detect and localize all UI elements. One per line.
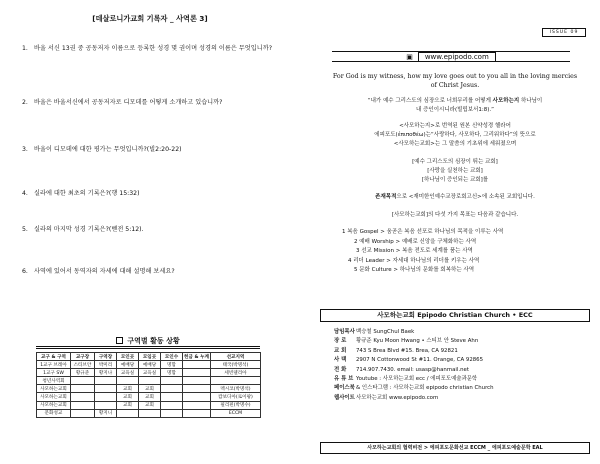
table-cell — [71, 385, 95, 393]
goal-item: 2 예배 Worship > 예배로 신앙을 구체화하는 사역 — [354, 238, 477, 245]
table-cell — [95, 377, 117, 385]
table-cell: 박미리 — [95, 361, 117, 369]
table-cell — [95, 385, 117, 393]
table-header: 모인곳 — [117, 353, 139, 361]
table-cell: 멕시코(박명석) — [211, 385, 261, 393]
question-2: 2. 바울은 바울서신에서 공동저자로 디모데를 어떻게 소개하고 있습니까? — [22, 99, 223, 106]
info-row: 교 회 743 S Brea Blvd #15. Brea, CA 92821 — [334, 347, 458, 354]
square-icon: ▣ — [406, 52, 413, 61]
table-cell — [161, 385, 183, 393]
table-header-row — [37, 353, 261, 361]
goal-item: 3 선교 Mission > 복음 전도로 세계를 품는 사역 — [356, 248, 473, 254]
table-cell: 태국(박명석) — [211, 361, 261, 369]
table-header: 헌금 & 누계 — [183, 353, 211, 361]
page-title: [데살로니가교회 기록자 _ 사역론 3] — [92, 14, 208, 23]
epipodo-explanation: <사모하는지>로 번역된 원본 신약성경 헬라어 에피포도(ἐπιποθέω)는“사랑하다, 사모하다, 그리워하다”의 뜻으로 <사모하는교회>는 그 말씀의 기초위에 세워졌으며 — [374, 123, 536, 147]
table-header: 모임곳 — [139, 353, 161, 361]
question-6: 6. 사역에 있어서 동역자의 자세에 대해 설명해 보세요? — [22, 268, 175, 275]
table-cell: 청년사역회 — [37, 377, 71, 385]
question-3: 3. 바울이 디모데에 대한 평가는 무엇입니까?(빌2:20-22) — [22, 146, 182, 153]
table-row — [37, 401, 261, 409]
table-row — [37, 361, 261, 369]
question-4: 4. 실라에 대한 최초의 기록은?(행 15:32) — [22, 190, 140, 197]
email-link[interactable]: 714.907.7430. email: usasp@hanmail.net — [356, 366, 469, 373]
table-cell — [117, 377, 139, 385]
goal-item: 1 복음 Gospel > 움곧은 복음 선포로 하나님의 목적을 이루는 사역 — [342, 229, 504, 235]
table-cell — [161, 409, 183, 417]
church-purpose: 존재목적으로 <재미한인예수교장로회고신>에 소속된 교회입니다. — [375, 194, 535, 200]
five-goals-intro: [사모하는교회]의 다섯 가지 목표는 다음과 같습니다. — [391, 212, 519, 218]
table-row — [37, 369, 261, 377]
table-cell: 명함 — [161, 369, 183, 377]
info-row: 유 튜 브 Youtube : 사모하는교회 ecc / 에피포도예술과문학 — [334, 376, 478, 383]
table-cell — [95, 401, 117, 409]
table-cell — [139, 409, 161, 417]
table-header: 교구 & 구역 — [37, 353, 71, 361]
info-row: 장 로 황규준 Kyu Moon Hwang • 스티브 안 Steve Ahn — [334, 338, 479, 345]
table-cell — [117, 409, 139, 417]
group-activity-table — [36, 352, 261, 418]
table-cell: 황규준 — [71, 369, 95, 377]
table-cell — [183, 385, 211, 393]
table-row — [37, 377, 261, 385]
divider — [36, 346, 260, 349]
table-cell — [211, 377, 261, 385]
bible-verse-korean: “내가 예수 그리스도의 심장으로 너희무리를 어떻게 사모하는지 하나님이 내 증인이시니라(빌립보서1:8).” — [367, 98, 543, 113]
table-cell: ECCM — [211, 409, 261, 417]
info-row: 페이스북 & 인스타그램 : 사모하는교회 epipodo christian Church — [334, 385, 494, 392]
website-link[interactable]: www.epipodo.com — [418, 52, 496, 62]
table-cell: 명함 — [161, 361, 183, 369]
question-1: 1. 바울 서신 13권 중 공동저자 이름으로 등록한 성경 몇 권이며 성경의 이름은 무엇입니까? — [22, 45, 272, 52]
table-cell: 황지나 — [95, 369, 117, 377]
table-row — [37, 393, 261, 401]
table-cell — [183, 377, 211, 385]
table-cell: 교회 — [139, 385, 161, 393]
table-cell: 1교구 브레아 — [37, 361, 71, 369]
table-cell: 예배당 — [117, 361, 139, 369]
goals-list — [342, 228, 578, 276]
table-cell: 필리핀(박명수) — [211, 401, 261, 409]
table-cell — [71, 393, 95, 401]
church-motto: [예수 그리스도의 심장이 뛰는 교회] [사랑을 실천하는 교회] [하나님이 증인되는 교회]를 — [412, 159, 498, 183]
table-cell — [161, 401, 183, 409]
table-cell: 황지니 — [95, 409, 117, 417]
goal-item: 4 리더 Leader > 자세대 하나님의 리더를 키우는 사역 — [348, 257, 480, 264]
table-cell: 예배당 — [139, 361, 161, 369]
table-cell — [71, 409, 95, 417]
section-heading: 구역별 활동 상황 — [36, 334, 260, 347]
table-cell — [71, 401, 95, 409]
table-header: 모인수 — [161, 353, 183, 361]
goal-item: 5 문화 Culture > 하나님의 문화를 회복하는 사역 — [354, 267, 475, 273]
question-5: 5. 실라의 마지막 성경 기록은?(벧전 5:12). — [22, 226, 144, 233]
table-cell: 교육실 — [117, 369, 139, 377]
table-cell — [183, 369, 211, 377]
footer-banner: 사모하는교회의 협력비전 > 에피포도문화선교 ECCM _ 에피포도예술문학 EAL — [320, 442, 590, 454]
table-header: 구역장 — [95, 353, 117, 361]
table-cell — [183, 401, 211, 409]
table-header: 교구장 — [71, 353, 95, 361]
table-cell: 문화성교 — [37, 409, 71, 417]
website-link[interactable]: 사모하는교회 www.epipodo.com — [356, 394, 439, 401]
table-cell: 교회 — [139, 393, 161, 401]
square-icon — [116, 337, 123, 344]
table-cell: 교회 — [117, 401, 139, 409]
church-info — [334, 328, 590, 403]
website-banner — [332, 51, 570, 62]
table-cell — [183, 361, 211, 369]
table-cell — [139, 377, 161, 385]
table-cell: 교회 — [117, 393, 139, 401]
info-row: 웹사이트 사모하는교회 www.epipodo.com — [334, 394, 590, 403]
table-row — [37, 385, 261, 393]
table-cell: 교육실 — [139, 369, 161, 377]
table-cell — [183, 393, 211, 401]
table-cell: 교회 — [117, 385, 139, 393]
info-row: 전 화 714.907.7430. email: usasp@hanmail.net — [334, 366, 590, 375]
table-cell — [71, 377, 95, 385]
table-cell — [161, 377, 183, 385]
table-cell — [95, 393, 117, 401]
table-cell: 세빈델리아 — [211, 369, 261, 377]
table-cell: 사모하는교회 — [37, 393, 71, 401]
table-cell: 사모하는교회 — [37, 401, 71, 409]
info-row: 담임목사 백승철 SungChul Baek — [334, 329, 415, 335]
table-header: 선교지역 — [211, 353, 261, 361]
church-name-banner: 사모하는교회 Epipodo Christian Church • ECC — [320, 309, 590, 322]
table-cell: 캄보디아(로이팡) — [211, 393, 261, 401]
info-row: 사 택 2907 N Cottonwood St #11. Orange, CA 92865 — [334, 357, 484, 364]
table-cell: 스티브안 — [71, 361, 95, 369]
issue-badge: ISSUE 09 — [542, 28, 586, 37]
table-cell: 교회 — [139, 401, 161, 409]
bible-verse-english: For God is my witness, how my love goes out to you all in the loving mercies of Christ Jesus. — [332, 73, 578, 89]
table-cell: 1교구 SW — [37, 369, 71, 377]
table-cell: 사모하는교회 — [37, 385, 71, 393]
table-cell — [161, 393, 183, 401]
table-cell — [183, 409, 211, 417]
table-row — [37, 409, 261, 417]
